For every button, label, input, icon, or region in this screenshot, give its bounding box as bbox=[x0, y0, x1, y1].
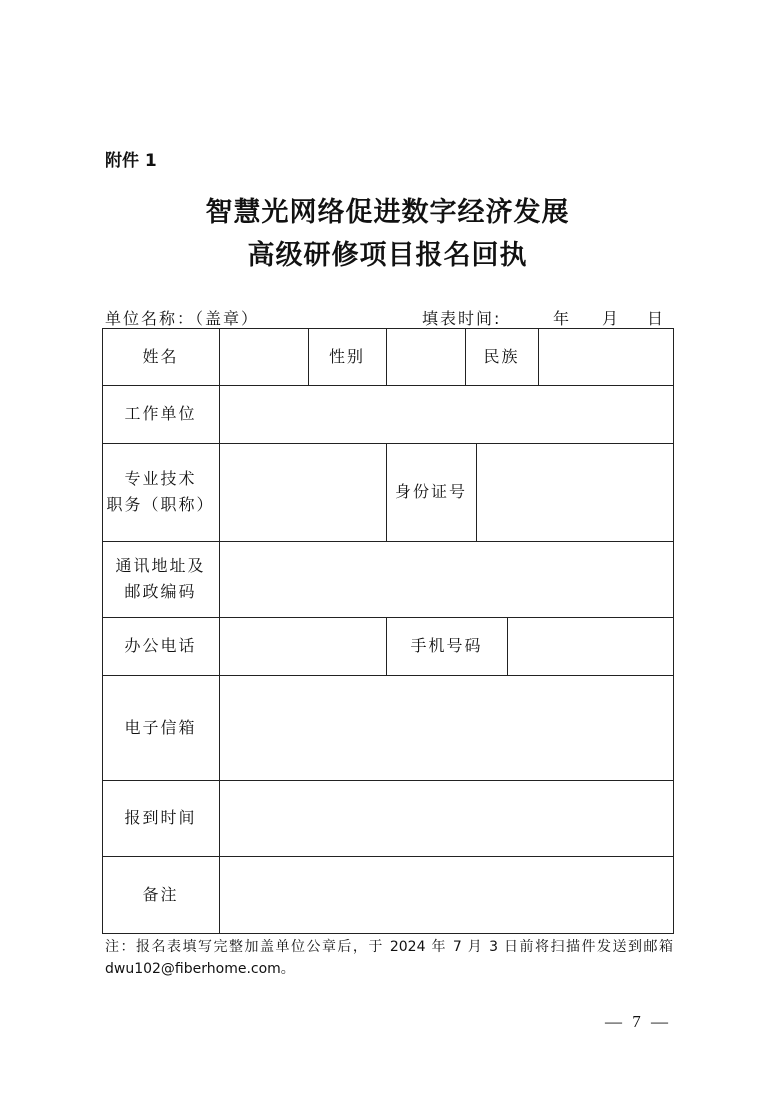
attachment-label: 附件 1 bbox=[105, 151, 157, 171]
ethnicity-label: 民族 bbox=[483, 346, 520, 366]
month-label: 月 bbox=[602, 309, 621, 328]
work-unit-label: 工作单位 bbox=[124, 404, 197, 423]
page-number: — 7 — bbox=[605, 1012, 671, 1031]
mobile-label: 手机号码 bbox=[410, 636, 483, 655]
mobile-field[interactable] bbox=[508, 618, 673, 675]
document-title-line2: 高级研修项目报名回执 bbox=[247, 240, 528, 271]
ethnicity-field[interactable] bbox=[539, 329, 673, 385]
report-time-field[interactable] bbox=[220, 781, 673, 856]
unit-name-label: 单位名称：（盖章） bbox=[105, 309, 260, 328]
name-label: 姓名 bbox=[142, 346, 179, 366]
email-label: 电子信箱 bbox=[124, 717, 197, 737]
id-number-field[interactable] bbox=[477, 444, 673, 541]
fill-time-label: 填表时间: bbox=[422, 309, 502, 328]
day-label: 日 bbox=[647, 309, 666, 328]
office-phone-field[interactable] bbox=[220, 618, 386, 675]
registration-form-table bbox=[102, 328, 674, 934]
address-label: 通讯地址及 邮政编码 bbox=[115, 556, 206, 601]
remarks-label: 备注 bbox=[142, 884, 179, 904]
gender-field[interactable] bbox=[387, 329, 465, 385]
address-field[interactable] bbox=[220, 542, 673, 617]
id-number-label: 身份证号 bbox=[394, 482, 467, 501]
year-label: 年 bbox=[553, 309, 572, 328]
office-phone-label: 办公电话 bbox=[124, 636, 197, 655]
table-border bbox=[102, 933, 674, 934]
table-border bbox=[673, 328, 674, 934]
email-field[interactable] bbox=[220, 676, 673, 780]
remarks-field[interactable] bbox=[220, 857, 673, 933]
gender-label: 性别 bbox=[328, 346, 365, 366]
work-unit-field[interactable] bbox=[220, 386, 673, 443]
professional-title-label: 专业技术 职务（职称） bbox=[106, 469, 215, 514]
footnote: 注：报名表填写完整加盖单位公章后，于 2024 年 7 月 3 日前将扫描件发送到邮箱 dwu102@fiberhome.com。 bbox=[105, 939, 673, 977]
document-title-line1: 智慧光网络促进数字经济发展 bbox=[205, 197, 570, 228]
report-time-label: 报到时间 bbox=[124, 808, 197, 827]
name-field[interactable] bbox=[220, 329, 308, 385]
professional-title-field[interactable] bbox=[220, 444, 386, 541]
